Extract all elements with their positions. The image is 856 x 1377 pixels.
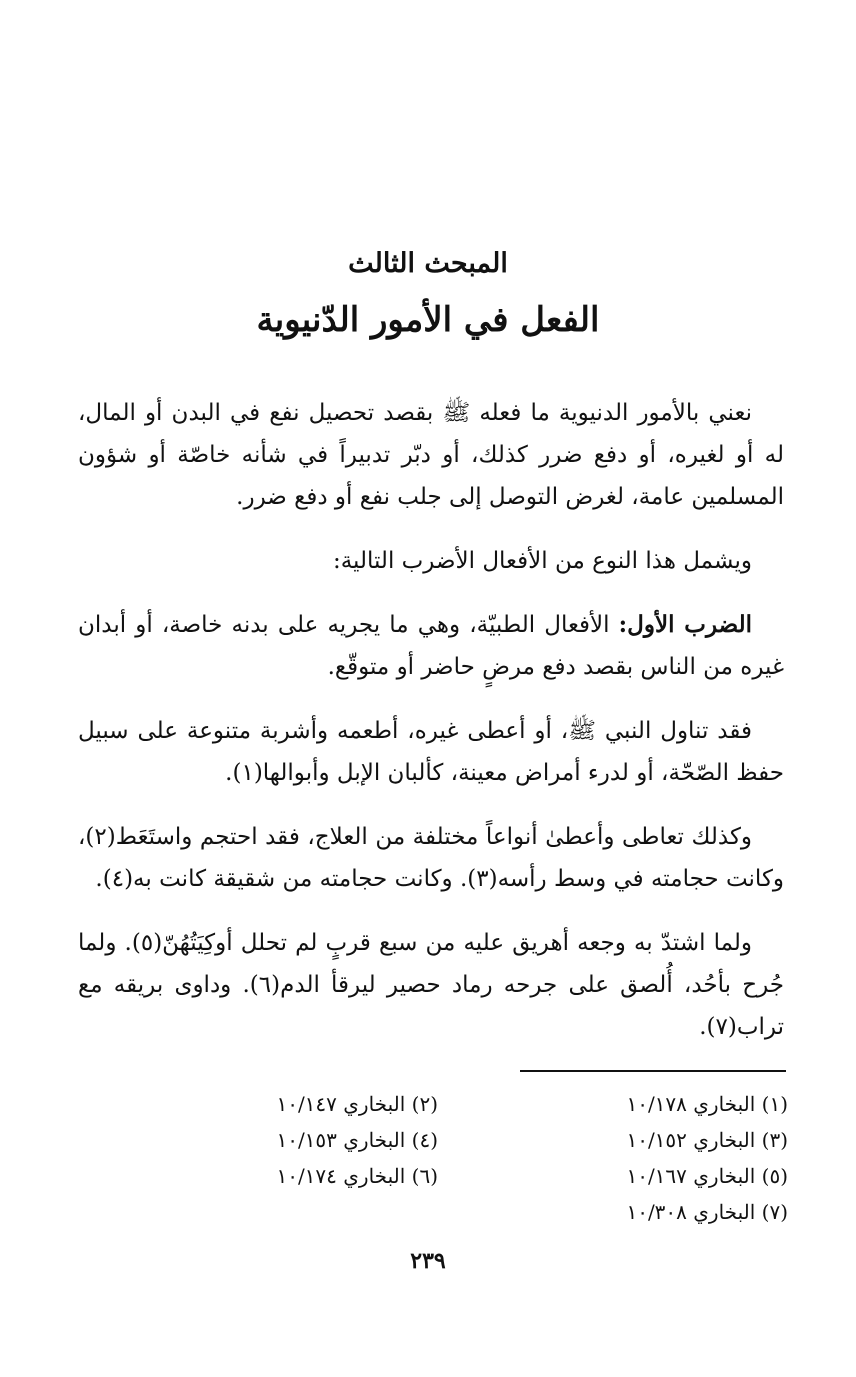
paragraph-1: نعني بالأمور الدنيوية ما فعله ﷺ بقصد تحصيل نفع في البدن أو المال، له أو لغيره، أو دفع ضرر كذلك، أو دبّر تدبيراً في شأنه خاصّة أو شؤون المسلمين عامة، لغرض التوصل إلى جلب نفع أو دفع ضرر.: [78, 400, 784, 510]
paragraph-2: ويشمل هذا النوع من الأفعال الأضرب التالية:: [332, 548, 752, 574]
paragraph-5: وكذلك تعاطى وأعطىٰ أنواعاً مختلفة من العلاج، فقد احتجم واستَعَط(٢)، وكانت حجامته في وسط رأسه(٣). وكانت حجامته من شقيقة كانت به(٤).: [78, 824, 784, 892]
paragraph-3-lead: الضرب الأول:: [618, 611, 752, 638]
section-label: المبحث الثالث: [348, 248, 508, 279]
paragraph-3: [78, 604, 784, 688]
footnote-3: (٣) البخاري ١٠/١٥٢: [626, 1128, 788, 1152]
footnote-2: (٢) البخاري ١٠/١٤٧: [276, 1092, 438, 1116]
paragraph-3-text: الأفعال الطبيّة، وهي ما يجريه على بدنه خاصة، أو أبدان غيره من الناس بقصد دفع مرضٍ حاضر أو متوقّع.: [78, 612, 784, 680]
footnote-1: (١) البخاري ١٠/١٧٨: [626, 1092, 788, 1116]
paragraph-6: ولما اشتدّ به وجعه أهريق عليه من سبع قربٍ لم تحلل أوكِيَتُهُنّ(٥). ولما جُرح بأحُد، أُلصق على جرحه رماد حصير ليرقأ الدم(٦). وداوى بريقه مع تراب(٧).: [78, 930, 785, 1040]
footnote-divider: [520, 1070, 786, 1072]
footnotes: [78, 1088, 788, 1228]
page-number: ٢٣٩: [410, 1248, 446, 1274]
footnote-6: (٦) البخاري ١٠/١٧٤: [276, 1164, 438, 1188]
body-text: [78, 392, 784, 1048]
footnote-4: (٤) البخاري ١٠/١٥٣: [276, 1128, 438, 1152]
footnote-7: (٧) البخاري ١٠/٣٠٨: [626, 1200, 788, 1224]
paragraph-4: فقد تناول النبي ﷺ، أو أعطى غيره، أطعمه وأشربة متنوعة على سبيل حفظ الصّحّة، أو لدرء أمراض معينة، كألبان الإبل وأبوالها(١).: [78, 718, 784, 786]
section-title: الفعل في الأمور الدّنيوية: [256, 300, 600, 340]
footnote-5: (٥) البخاري ١٠/١٦٧: [626, 1164, 788, 1188]
